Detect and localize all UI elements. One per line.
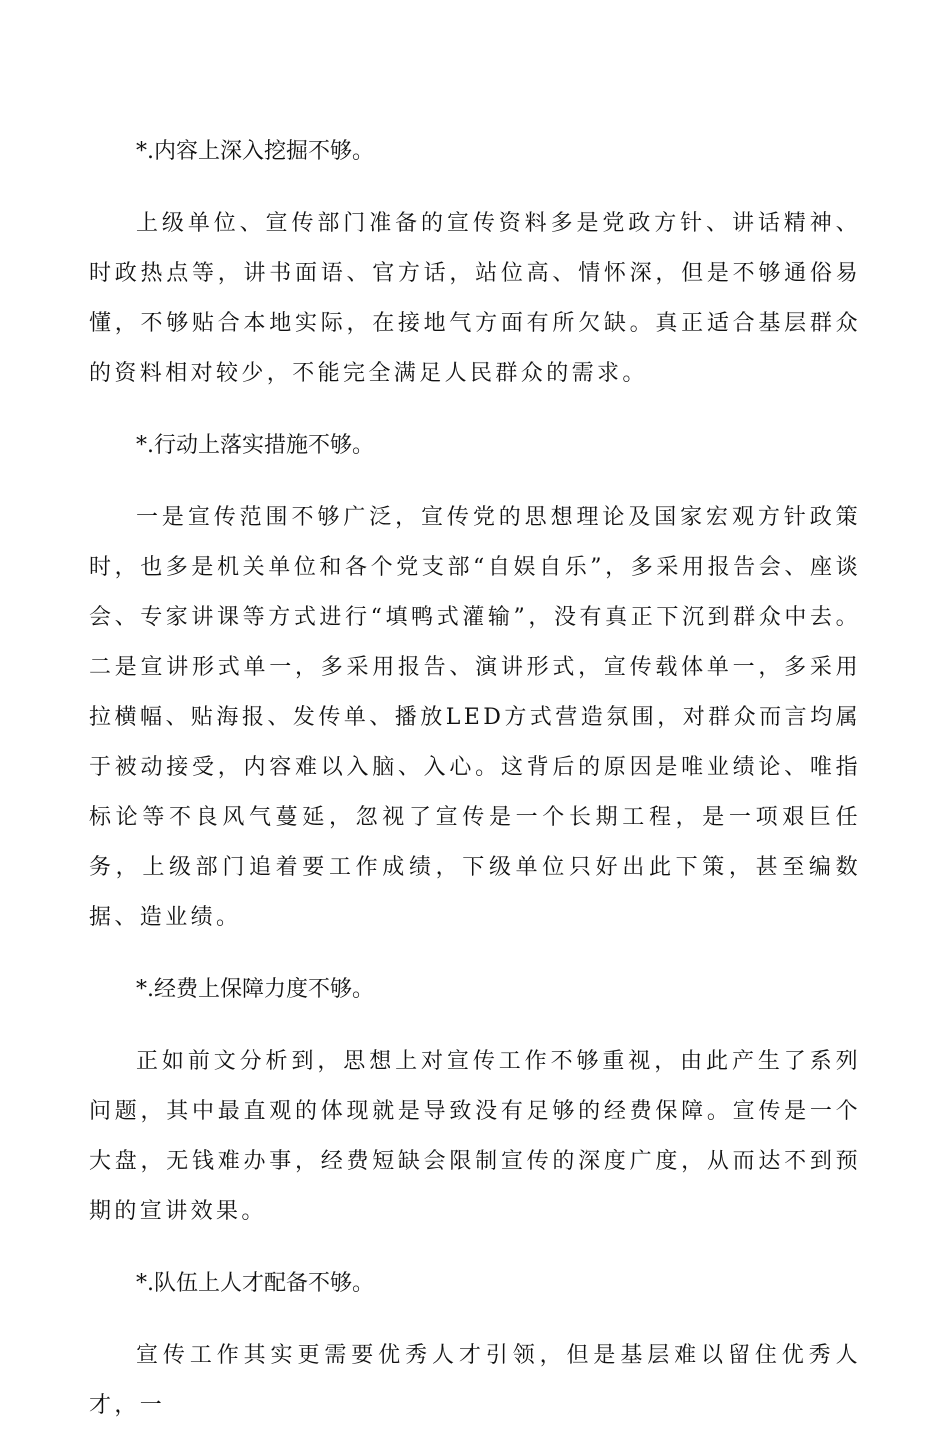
section-paragraph-talent: 宣传工作其实更需要优秀人才引领，但是基层难以留住优秀人才，一: [89, 1343, 861, 1418]
section-heading-funding: *.经费上保障力度不够。: [136, 977, 374, 1002]
document-body: [89, 127, 861, 1431]
section-heading-content-depth: *.内容上深入挖掘不够。: [136, 139, 374, 164]
spacer: [89, 177, 861, 199]
section-paragraph-action-measures: 一是宣传范围不够广泛，宣传党的思想理论及国家宏观方针政策时，也多是机关单位和各个党支部“自娱自乐”，多采用报告会、座谈会、专家讲课等方式进行“填鸭式灌输”，没有真正下沉到群众中去。二是宣讲形式单一，多采用报告、演讲形式，宣传载体单一，多采用拉横幅、贴海报、发传单、播放LED方式营造氛围，对群众而言均属于被动接受，内容难以入脑、入心。这背后的原因是唯业绩论、唯指标论等不良风气蔓延，忽视了宣传是一个长期工程，是一项艰巨任务，上级部门追着要工作成绩，下级单位只好出此下策，甚至编数据、造业绩。: [89, 505, 861, 930]
spacer: [89, 1309, 861, 1331]
spacer: [89, 943, 861, 965]
section-heading-action-measures: *.行动上落实措施不够。: [136, 433, 374, 458]
spacer: [89, 471, 861, 493]
section-paragraph-content-depth: 上级单位、宣传部门准备的宣传资料多是党政方针、讲话精神、时政热点等，讲书面语、官方话，站位高、情怀深，但是不够通俗易懂，不够贴合本地实际，在接地气方面有所欠缺。真正适合基层群众的资料相对较少，不能完全满足人民群众的需求。: [89, 211, 861, 386]
spacer: [89, 1237, 861, 1259]
section-paragraph-funding: 正如前文分析到，思想上对宣传工作不够重视，由此产生了系列问题，其中最直观的体现就是导致没有足够的经费保障。宣传是一个大盘，无钱难办事，经费短缺会限制宣传的深度广度，从而达不到预期的宣讲效果。: [89, 1049, 861, 1224]
spacer: [89, 399, 861, 421]
spacer: [89, 1015, 861, 1037]
section-heading-talent: *.队伍上人才配备不够。: [136, 1271, 374, 1296]
